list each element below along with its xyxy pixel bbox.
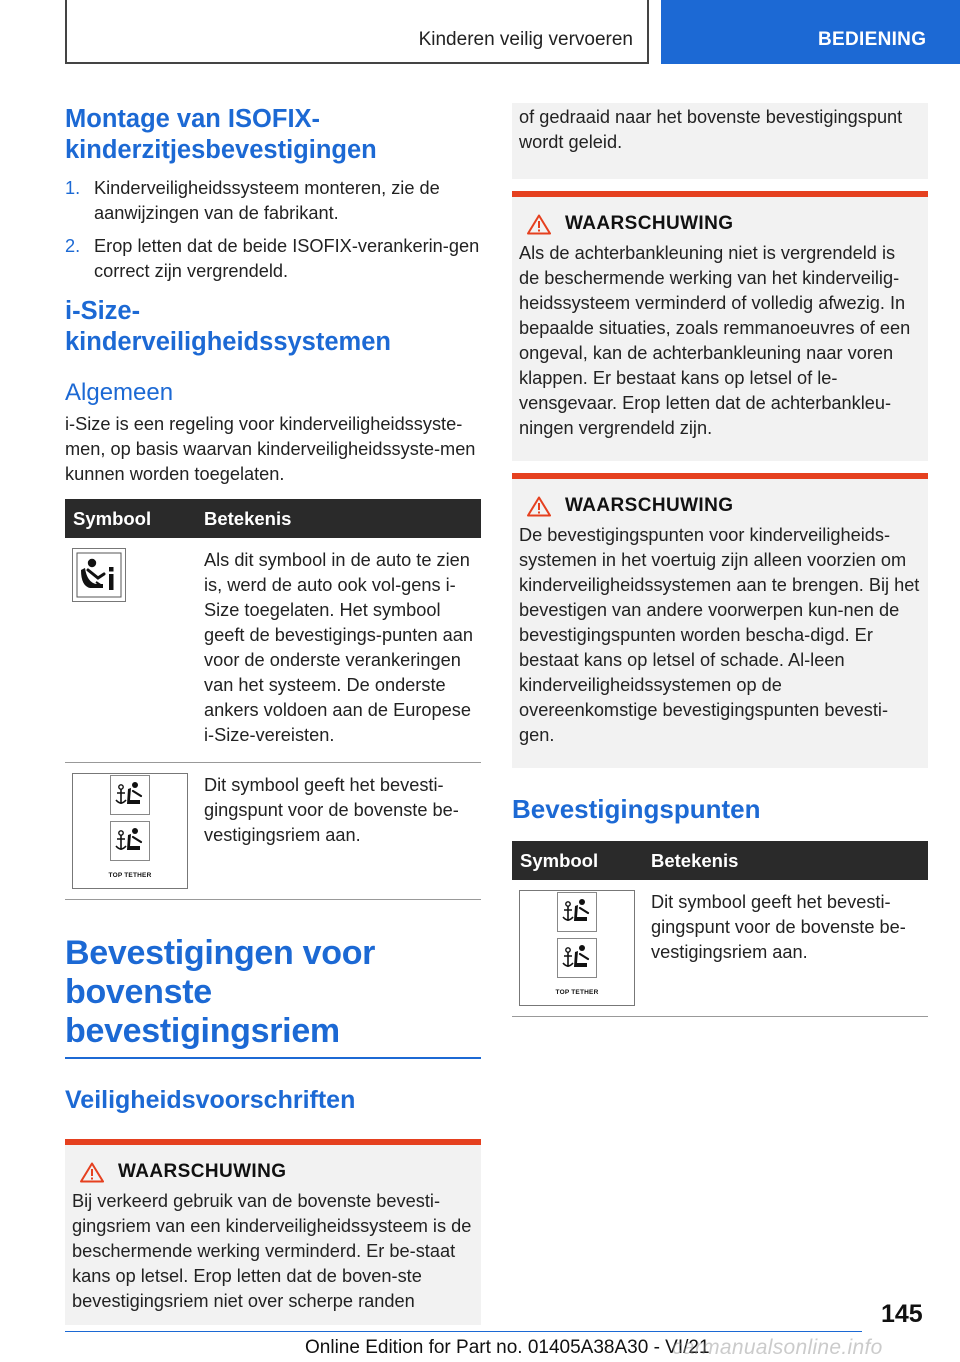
warning-continued-text: of gedraaid naar het bovenste bevestigingspunt wordt geleid. [519, 107, 903, 152]
anchor-seat-icon [557, 938, 597, 978]
top-tether-caption: TOP TETHER [108, 871, 152, 879]
warning-label: WAARSCHUWING [118, 1161, 287, 1182]
symbol-table-anchor-points [512, 841, 928, 1017]
warning-box [512, 191, 928, 461]
top-tether-caption: TOP TETHER [555, 988, 599, 996]
chapter-title: BEDIENING [818, 29, 927, 50]
section-title: Kinderen veilig vervoeren [418, 29, 633, 50]
isofix-isize-icon [72, 548, 126, 602]
step-text: Erop letten dat de beide ISOFIX-verankerin-gen correct zijn vergrendeld. [94, 236, 480, 281]
steps-list [65, 176, 481, 284]
table-header-row [65, 499, 481, 538]
heading-anchor-points: Bevestigingspunten [512, 794, 761, 824]
table-cell-meaning: Dit symbool geeft het bevesti-gingspunt voor de bovenste be-vestigingsriem aan. [641, 880, 928, 1017]
warning-triangle-icon [80, 1162, 104, 1183]
anchor-seat-icon [110, 775, 150, 815]
footer-divider [65, 1331, 862, 1332]
table-cell-icon [65, 538, 194, 763]
table-cell-icon [65, 763, 194, 900]
left-column [65, 100, 481, 1325]
list-item [65, 234, 481, 284]
warning-text: Als de achterbankleuning niet is vergrendeld is de beschermende werking van het kinderveilig-heidssysteem verminderd of volledig afwezig. In bepaalde situaties, zoals remmanoeuvres of een ongeval, kan de achterbankleuning naar voren klappen. Er bestaat kans op letsel of le-vensgevaar. Erop letten dat de achterbankleu-ningen vergrendeld zijn. [519, 243, 911, 438]
header-chapter-box [661, 0, 960, 64]
table-row [65, 763, 481, 900]
warning-text: De bevestigingspunten voor kinderveiligheids-systemen in het voertuig zijn alleen voorzien om kinderveiligheidssystemen aan te brengen. Bij het bevestigen van andere voorwerpen kun-nen de bevestigingspunten worden bescha-digd. Er bestaat kans op letsel of schade. Al-leen kinderveiligheidssystemen op de overeenkomstige bevestigingspunten bevesti-gen. [519, 525, 920, 745]
warning-title [527, 213, 920, 235]
warning-label: WAARSCHUWING [565, 495, 734, 516]
warning-title [527, 495, 920, 517]
column-header-meaning: Betekenis [194, 499, 481, 538]
step-number: 2. [65, 236, 81, 256]
section-heading-block [65, 934, 481, 1059]
heading-top-tether-anchors: Bevestigingen voor bovenste bevestigingsriem [65, 934, 376, 1050]
warning-text: Bij verkeerd gebruik van de bovenste bevesti-gingsriem van een kinderveiligheidssysteem is de beschermende werking verminderd. Er be-staat kans op letsel. Erop letten dat de boven-ste bevestigingsriem niet over scherpe randen [72, 1191, 472, 1311]
warning-continued [512, 103, 928, 179]
top-tether-icon [72, 773, 188, 889]
warning-triangle-icon [527, 214, 551, 235]
table-row [512, 880, 928, 1017]
footer-edition: Online Edition for Part no. 01405A38A30 - VI/21 [305, 1337, 710, 1358]
column-header-symbol: Symbool [512, 841, 641, 880]
table-cell-meaning: Dit symbool geeft het bevesti-gingspunt voor de bovenste be-vestigingsriem aan. [194, 763, 481, 900]
table-header-row [512, 841, 928, 880]
heading-safety-rules: Veiligheidsvoorschriften [65, 1086, 356, 1114]
heading-isofix-mounting: Montage van ISOFIX-kinderzitjesbevestigingen [65, 105, 377, 164]
step-text: Kinderveiligheidssysteem monteren, zie de aanwijzingen van de fabrikant. [94, 178, 440, 223]
table-cell-meaning: Als dit symbool in de auto te zien is, werd de auto ook vol-gens i-Size toegelaten. Het symbool geeft de bevestigings-punten aan voor de onderste verankeringen van het systeem. De onderste ankers voldoen aan de Europese i-Size-vereisten. [194, 538, 481, 763]
warning-title [80, 1161, 473, 1183]
list-item [65, 176, 481, 226]
warning-triangle-icon [527, 496, 551, 517]
top-tether-icon [519, 890, 635, 1006]
step-number: 1. [65, 178, 81, 198]
warning-box [512, 473, 928, 768]
warning-box [65, 1139, 481, 1325]
paragraph-algemeen: i-Size is een regeling voor kinderveiligheidssyste-men, op basis waarvan kinderveiligheidssyste-men kunnen worden toegelaten. [65, 414, 476, 484]
heading-algemeen: Algemeen [65, 379, 174, 406]
column-header-symbol: Symbool [65, 499, 194, 538]
warning-label: WAARSCHUWING [565, 213, 734, 234]
header-section-box [65, 0, 649, 64]
watermark: carmanualsonline.info [672, 1336, 883, 1359]
page-number: 145 [881, 1300, 923, 1328]
anchor-seat-icon [557, 892, 597, 932]
symbol-table-isize [65, 499, 481, 900]
table-row [65, 538, 481, 763]
heading-isize-systems: i-Size-kinderveiligheidssystemen [65, 297, 391, 356]
right-column [512, 103, 928, 1017]
column-header-meaning: Betekenis [641, 841, 928, 880]
table-cell-icon [512, 880, 641, 1017]
anchor-seat-icon [110, 821, 150, 861]
